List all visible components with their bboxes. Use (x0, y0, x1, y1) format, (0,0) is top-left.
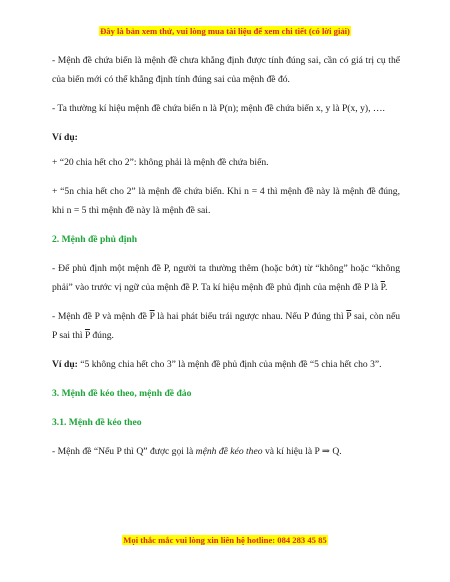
hotline-banner-text: Mọi thắc mắc vui lòng xin liên hệ hotline: 084 283 45 85 (123, 535, 327, 545)
example-item-1: + “20 chia hết cho 2”: không phải là mệnh đề chứa biến. (52, 157, 269, 168)
paragraph-definition: - Mệnh đề chứa biến là mệnh đề chưa khẳng định được tính đúng sai, cần có giá trị cụ thể của biến mới có thể khẳng định tính đúng sai của mệnh đề đó. (52, 55, 400, 85)
subsection-heading-implication: 3.1. Mệnh đề kéo theo (52, 417, 142, 428)
p-bar-symbol: $\overline{P}$ (84, 330, 90, 341)
p-bar-symbol: $\overline{P}$ (346, 311, 352, 322)
p-bar-symbol: $\overline{P}$ (380, 282, 385, 293)
document-body (52, 51, 400, 471)
negation-text: - Để phủ định một mệnh đề P, người ta thường thêm (hoặc bớt) từ “không” hoặc “không phải” vào trước vị ngữ của mệnh đề P. Ta kí hiệu mệnh đề phủ định của mệnh đề P là (52, 263, 400, 293)
example-item-2: + “5n chia hết cho 2” là mệnh đề chứa biến. Khi n = 4 thì mệnh đề này là mệnh đề đúng, khi n = 5 thì mệnh đề này là mệnh đề sai. (52, 186, 400, 216)
section-heading-negation: 2. Mệnh đề phủ định (52, 234, 138, 245)
example-negation-text: “5 không chia hết cho 3” là mệnh đề phủ định của mệnh đề “5 chia hết cho 3”. (80, 359, 382, 370)
example-label: Ví dụ: (52, 359, 78, 370)
example-label: Ví dụ: (52, 132, 78, 143)
opposite-text-b: là hai phát biểu trái ngược nhau. Nếu P đúng thì (157, 311, 344, 322)
paragraph-negation: - Để phủ định một mệnh đề P, người ta thường thêm (hoặc bớt) từ “không” hoặc “không phải” vào trước vị ngữ của mệnh đề P. Ta kí hiệu mệnh đề phủ định của mệnh đề P là $\overline{P}$. (52, 263, 400, 293)
paragraph-notation: - Ta thường kí hiệu mệnh đề chứa biến n là P(n); mệnh đề chứa biến x, y là P(x, y), …. (52, 103, 385, 114)
hotline-banner (0, 535, 450, 545)
implication-text-a: - Mệnh đề “Nếu P thì Q” được gọi là (52, 446, 194, 457)
preview-banner-text: Đây là bản xem thử, vui lòng mua tài liệu để xem chi tiết (có lời giải) (100, 26, 350, 36)
implication-term: mệnh đề kéo theo (195, 446, 263, 457)
paragraph-opposite (52, 307, 400, 345)
preview-banner (0, 26, 450, 36)
section-heading-implication: 3. Mệnh đề kéo theo, mệnh đề đảo (52, 388, 192, 399)
example-negation (52, 355, 400, 374)
opposite-text-c: sai, còn nếu P sai thì (52, 311, 400, 341)
p-bar-symbol: $\overline{P}$ (149, 311, 155, 322)
implication-text-c: và kí hiệu là P ⇒ Q. (264, 446, 342, 457)
opposite-text-a: - Mệnh đề P và mệnh đề (52, 311, 147, 322)
paragraph-implication (52, 442, 400, 461)
opposite-text-d: đúng. (92, 330, 114, 341)
